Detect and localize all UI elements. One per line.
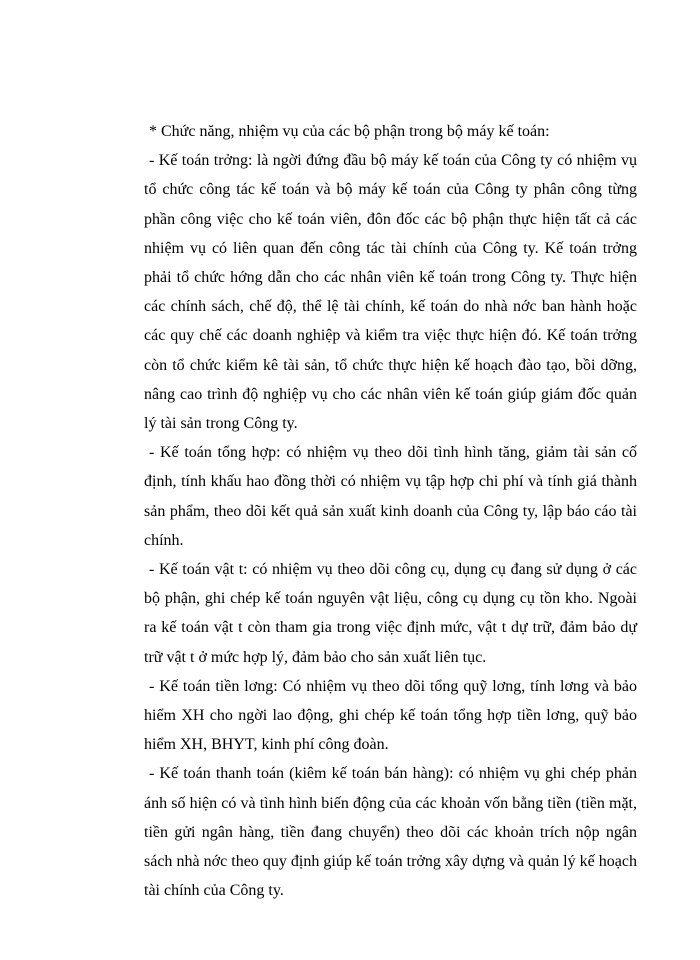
- document-body: [144, 117, 637, 905]
- paragraph-general-accountant: - Kế toán tổng hợp: có nhiệm vụ theo dõi tình hình tăng, giảm tài sản cố định, tính khấu hao đồng thời có nhiệm vụ tập hợp chi phí và tính giá thành sản phẩm, theo dõi kết quả sản xuất kinh doanh của Công ty, lập báo cáo tài chính.: [144, 444, 637, 549]
- paragraph-materials-accountant: - Kế toán vật t: có nhiệm vụ theo dõi công cụ, dụng cụ đang sử dụng ở các bộ phận, ghi chép kế toán nguyên vật liệu, công cụ dụng cụ tồn kho. Ngoài ra kế toán vật t còn tham gia trong việc định mức, vật t dự trữ, đảm bảo dự trữ vật t ở mức hợp lý, đảm bảo cho sản xuất liên tục.: [144, 561, 637, 666]
- paragraph-payroll-accountant: - Kế toán tiền lơng: Có nhiệm vụ theo dõi tổng quỹ lơng, tính lơng và bảo hiểm XH cho ngời lao động, ghi chép kế toán tổng hợp tiền lơng, quỹ bảo hiểm XH, BHYT, kinh phí công đoàn.: [144, 677, 637, 754]
- paragraph-payment-accountant: - Kế toán thanh toán (kiêm kế toán bán hàng): có nhiệm vụ ghi chép phản ánh số hiện có và tình hình biến động của các khoản vốn bằng tiền (tiền mặt, tiền gửi ngân hàng, tiền đang chuyển) theo dõi các khoản trích nộp ngân sách nhà nớc theo quy định giúp kế toán trởng xây dựng và quản lý kế hoạch tài chính của Công ty.: [144, 765, 637, 900]
- paragraph-chief-accountant: - Kế toán trởng: là ngời đứng đầu bộ máy kế toán của Công ty có nhiệm vụ tổ chức công tác kế toán và bộ máy kế toán của Công ty phân công từng phần công việc cho kế toán viên, đôn đốc các bộ phận thực hiện tất cả các nhiệm vụ có liên quan đến công tác tài chính của Công ty. Kế toán trởng phải tổ chức hớng dẫn cho các nhân viên kế toán trong Công ty. Thực hiện các chính sách, chế độ, thể lệ tài chính, kế toán do nhà nớc ban hành hoặc các quy chế các doanh nghiệp và kiểm tra việc thực hiện đó. Kế toán trởng còn tổ chức kiểm kê tài sản, tổ chức thực hiện kế hoạch đào tạo, bồi dỡng, nâng cao trình độ nghiệp vụ cho các nhân viên kế toán giúp giám đốc quản lý tài sản trong Công ty.: [144, 152, 637, 433]
- section-heading: * Chức năng, nhiệm vụ của các bộ phận trong bộ máy kế toán:: [149, 123, 550, 140]
